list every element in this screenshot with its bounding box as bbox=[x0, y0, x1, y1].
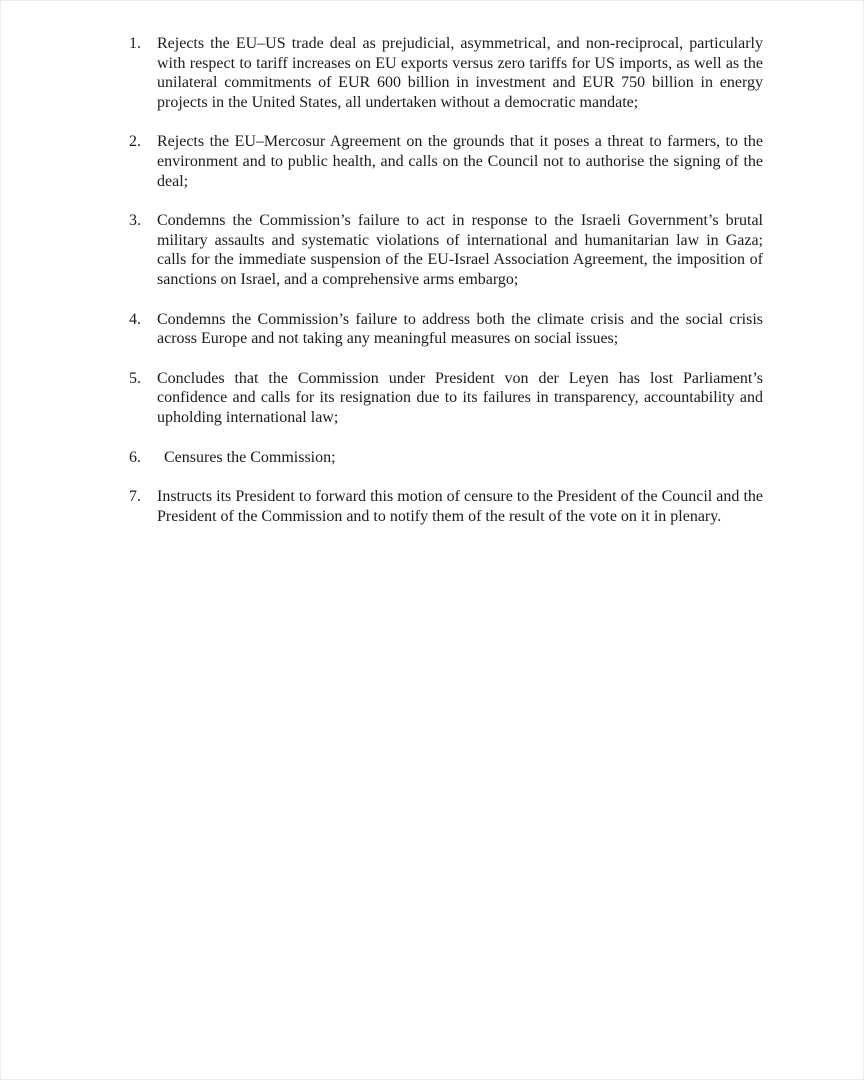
item-number: 7. bbox=[129, 488, 141, 506]
item-text: Condemns the Commission’s failure to act in response to the Israeli Government’s brutal military assaults and systematic violations of international and humanitarian law in Gaza; calls for the immediate suspension of the EU-Israel Association Agreement, the imposition of sanctions on Israel, and a comprehensive arms embargo; bbox=[157, 212, 763, 288]
numbered-paragraph-list bbox=[129, 34, 763, 546]
item-text: Rejects the EU–Mercosur Agreement on the grounds that it poses a threat to farmers, to the environment and to public health, and calls on the Council not to authorise the signing of the deal; bbox=[157, 133, 763, 190]
list-item bbox=[129, 487, 763, 526]
item-number: 5. bbox=[129, 369, 141, 387]
item-number: 1. bbox=[129, 35, 141, 52]
item-text: Censures the Commission; bbox=[164, 448, 336, 466]
item-number: 2. bbox=[129, 133, 141, 151]
item-number: 3. bbox=[129, 212, 141, 230]
list-item bbox=[129, 34, 763, 112]
item-number: 6. bbox=[129, 448, 141, 466]
list-item bbox=[129, 369, 763, 428]
list-item bbox=[129, 132, 763, 191]
list-item bbox=[129, 211, 763, 289]
item-text: Rejects the EU–US trade deal as prejudicial, asymmetrical, and non-reciprocal, particularly with respect to tariff increases on EU exports versus zero tariffs for US imports, as well as the unilateral commitments of EUR 600 billion in investment and EUR 750 billion in energy projects in the United States, all undertaken without a democratic mandate; bbox=[157, 35, 763, 111]
list-item bbox=[129, 310, 763, 349]
list-item bbox=[129, 448, 763, 468]
item-text: Condemns the Commission’s failure to address both the climate crisis and the social crisis across Europe and not taking any meaningful measures on social issues; bbox=[157, 310, 763, 348]
item-text: Concludes that the Commission under President von der Leyen has lost Parliament’s confidence and calls for its resignation due to its failures in transparency, accountability and upholding international law; bbox=[157, 369, 763, 426]
item-text: Instructs its President to forward this motion of censure to the President of the Council and the President of the Commission and to notify them of the result of the vote on it in plenary. bbox=[157, 488, 763, 525]
item-number: 4. bbox=[129, 310, 141, 328]
